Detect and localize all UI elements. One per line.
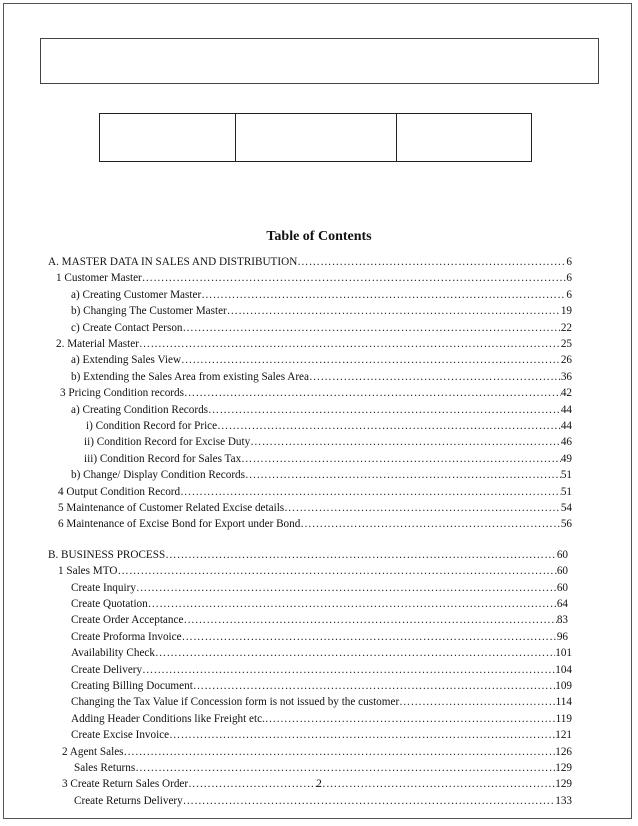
toc-entry-title: iii) Condition Record for Sales Tax [84, 452, 242, 465]
toc-entry[interactable] [71, 613, 568, 627]
toc-leader-dots [183, 321, 561, 335]
toc-leader-dots [399, 695, 555, 709]
toc-leader-dots [142, 663, 555, 677]
toc-title: Table of Contents [266, 229, 372, 244]
toc-entry[interactable] [60, 386, 572, 400]
toc-entry-page: 129 [555, 762, 572, 774]
toc-entry-page: 104 [555, 663, 572, 676]
toc-entry-title: b) Change/ Display Condition Records [71, 469, 246, 482]
toc-entry-page: 6 [566, 272, 572, 285]
toc-leader-dots [309, 370, 561, 384]
toc-entry[interactable] [74, 794, 572, 808]
toc-entry-page: 126 [555, 745, 572, 758]
toc-entry-title: b) Changing The Customer Master [71, 305, 227, 318]
toc-leader-dots [139, 337, 561, 351]
toc-entry-title: Create Excise Invoice [71, 729, 170, 742]
toc-leader-dots [183, 794, 555, 808]
toc-entry-page: 60 [556, 565, 568, 578]
toc-leader-dots [183, 613, 556, 627]
toc-entry[interactable] [71, 728, 572, 742]
toc-entry-page: 109 [555, 680, 572, 692]
toc-entry[interactable] [48, 255, 572, 269]
toc-leader-dots [117, 564, 556, 578]
toc-entry[interactable] [71, 288, 572, 302]
toc-entry-page: 25 [560, 338, 572, 350]
toc-leader-dots [227, 304, 561, 318]
toc-entry-page: 114 [555, 696, 572, 709]
toc-entry-page: 83 [556, 614, 568, 627]
toc-entry-title: 3 Pricing Condition records [60, 387, 184, 400]
toc-entry-title: 2. Material Master [56, 338, 139, 350]
toc-entry[interactable] [71, 304, 572, 318]
toc-leader-dots [124, 745, 556, 759]
toc-leader-dots [184, 386, 561, 400]
toc-entry[interactable] [48, 548, 568, 562]
toc-entry-title: Availability Check [71, 647, 155, 660]
toc-entry[interactable] [71, 581, 568, 595]
toc-leader-dots [300, 517, 560, 531]
toc-entry[interactable] [71, 663, 572, 677]
toc-entry-title: a) Extending Sales View [71, 354, 182, 367]
toc-leader-dots [193, 679, 555, 693]
toc-entry[interactable] [71, 679, 572, 693]
toc-leader-dots [135, 761, 555, 775]
toc-entry[interactable] [71, 353, 572, 367]
toc-leader-dots [182, 630, 557, 644]
toc-entry[interactable] [71, 403, 572, 417]
toc-entry[interactable] [84, 452, 572, 466]
toc-entry[interactable] [71, 695, 572, 709]
toc-entry-title: Create Delivery [71, 663, 143, 676]
toc-entry-title: 4 Output Condition Record [58, 485, 181, 498]
toc-entry-page: 44 [560, 420, 572, 432]
toc-entry-title: c) Create Contact Person [71, 321, 183, 334]
toc-entry-page: 56 [560, 518, 572, 531]
toc-entry[interactable] [58, 564, 568, 578]
toc-entry-title: a) Creating Customer Master [71, 288, 202, 301]
toc-leader-dots [241, 452, 561, 466]
toc-entry-page: 51 [560, 469, 572, 482]
toc-entry-title: ii) Condition Record for Excise Duty [84, 436, 251, 449]
toc-leader-dots [148, 597, 557, 611]
toc-entry-title: Create Returns Delivery [74, 794, 183, 807]
toc-entry-title: 1 Sales MTO [58, 565, 118, 578]
toc-entry[interactable] [62, 745, 572, 759]
toc-entry-title: Creating Billing Document [71, 680, 193, 692]
toc-entry-page: 44 [560, 403, 572, 416]
toc-entry[interactable] [74, 761, 572, 775]
toc-leader-dots [165, 548, 557, 562]
toc-leader-dots [181, 353, 561, 367]
toc-entry-page: 42 [560, 387, 572, 400]
toc-entry-title: 2 Agent Sales [62, 745, 124, 758]
toc-entry[interactable] [56, 271, 572, 285]
toc-leader-dots [217, 419, 561, 433]
toc-leader-dots [284, 501, 561, 515]
toc-entry[interactable] [71, 646, 572, 660]
toc-entry-title: Sales Returns [74, 762, 136, 774]
toc-entry[interactable] [71, 712, 572, 726]
page-number: 2 [316, 778, 322, 790]
toc-entry-page: 49 [560, 452, 572, 465]
toc-entry-title: Create Inquiry [71, 581, 136, 594]
toc-entry-page: 36 [560, 370, 572, 383]
toc-entry-page: 19 [560, 305, 572, 318]
toc-entry[interactable] [86, 419, 572, 433]
toc-leader-dots [297, 255, 566, 269]
toc-entry-title: 5 Maintenance of Customer Related Excise details [58, 502, 285, 514]
toc-leader-dots [245, 468, 561, 482]
toc-entry-title: Changing the Tax Value if Concession form is not issued by the customer [71, 696, 400, 709]
toc-entry-page: 60 [556, 581, 568, 594]
toc-leader-dots [208, 403, 561, 417]
toc-entry[interactable] [71, 370, 572, 384]
toc-entry[interactable] [71, 321, 572, 335]
toc-entry-page: 6 [566, 288, 572, 301]
toc-entry[interactable] [71, 468, 572, 482]
toc-entry-page: 46 [560, 436, 572, 449]
toc-entry[interactable] [58, 501, 572, 515]
toc-entry-title: 1 Customer Master [56, 272, 142, 285]
toc-entry-title: a) Creating Condition Records [71, 403, 209, 416]
toc-leader-dots [201, 288, 566, 302]
toc-entry-title: Create Quotation [71, 598, 148, 610]
toc-entry[interactable] [58, 517, 572, 531]
toc-entry-page: 26 [560, 354, 572, 367]
toc-entry-page: 133 [555, 794, 572, 807]
toc-leader-dots [142, 271, 567, 285]
toc-leader-dots [250, 435, 561, 449]
toc-entry-title: Adding Header Conditions like Freight etc. [71, 712, 265, 725]
toc-entry-title: Create Proforma Invoice [71, 630, 182, 643]
toc-entry[interactable] [71, 597, 568, 611]
toc-leader-dots [169, 728, 555, 742]
toc-entry-page: 64 [556, 598, 568, 610]
toc-entry-page: 6 [566, 256, 572, 268]
toc-entry-page: 101 [555, 647, 572, 660]
toc-leader-dots [180, 485, 561, 499]
toc-entry-title: A. MASTER DATA IN SALES AND DISTRIBUTION [48, 256, 298, 268]
toc-entry-page: 96 [556, 630, 568, 643]
toc-entry-title: i) Condition Record for Price [86, 420, 218, 432]
toc-entry-title: Create Order Acceptance [71, 614, 184, 627]
toc-leader-dots [136, 581, 557, 595]
toc-entry-title: B. BUSINESS PROCESS [48, 548, 166, 561]
toc-entry-title: 6 Maintenance of Excise Bond for Export under Bond [58, 518, 301, 531]
toc-entry-page: 60 [556, 548, 568, 561]
toc-entry-page: 54 [560, 502, 572, 514]
toc-entry-page: 121 [555, 729, 572, 742]
toc-entry-page: 51 [560, 485, 572, 498]
toc-entry[interactable] [71, 630, 568, 644]
toc-entry-page: 119 [555, 712, 572, 725]
toc-entry-page: 129 [555, 778, 572, 791]
toc-entry-page: 22 [560, 321, 572, 334]
toc-entry[interactable] [56, 337, 572, 351]
toc-entry[interactable] [58, 485, 572, 499]
toc-leader-dots [265, 712, 556, 726]
toc-entry[interactable] [84, 435, 572, 449]
toc-entry-title: 3 Create Return Sales Order [62, 778, 189, 791]
toc-entry-title: b) Extending the Sales Area from existing Sales Area [71, 370, 309, 383]
toc-leader-dots [155, 646, 555, 660]
